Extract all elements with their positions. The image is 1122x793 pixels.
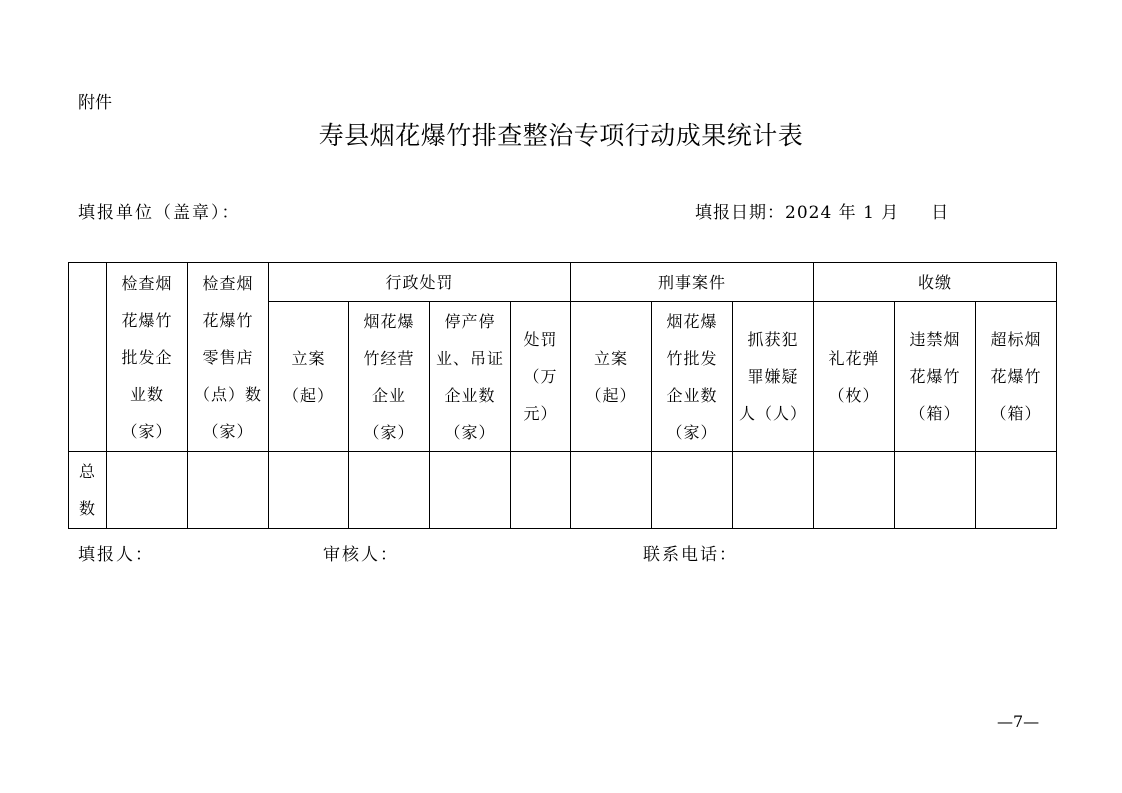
header-group-criminal-cases: 刑事案件	[571, 263, 814, 302]
total-cell[interactable]	[107, 452, 188, 529]
filler-label: 填报人：	[78, 545, 154, 565]
total-cell[interactable]	[976, 452, 1057, 529]
header-check-retail: 检查烟 花爆竹 零售店 （点）数 （家）	[188, 263, 269, 452]
statistics-table	[68, 262, 1057, 529]
total-cell[interactable]	[430, 452, 511, 529]
header-admin-business: 烟花爆 竹经营 企业 （家）	[349, 302, 430, 452]
header-group-confiscation: 收缴	[814, 263, 1057, 302]
corner-cell	[69, 263, 107, 452]
total-cell[interactable]	[571, 452, 652, 529]
total-cell[interactable]	[269, 452, 349, 529]
total-cell[interactable]	[188, 452, 269, 529]
attachment-label: 附件	[78, 93, 112, 113]
total-cell[interactable]	[814, 452, 895, 529]
page-number: —7—	[997, 712, 1040, 731]
header-confiscate-overstandard: 超标烟 花爆竹 （箱）	[976, 302, 1057, 452]
header-group-admin-penalty: 行政处罚	[269, 263, 571, 302]
header-criminal-wholesale: 烟花爆 竹批发 企业数 （家）	[652, 302, 733, 452]
total-cell[interactable]	[349, 452, 430, 529]
total-cell[interactable]	[733, 452, 814, 529]
reviewer-label: 审核人：	[323, 545, 399, 565]
header-confiscate-shells: 礼花弹 （枚）	[814, 302, 895, 452]
total-cell[interactable]	[652, 452, 733, 529]
header-criminal-cases: 立案 （起）	[571, 302, 652, 452]
fill-date-label: 填报日期：2024 年 1 月 日	[695, 203, 950, 223]
total-label: 总 数	[69, 452, 107, 529]
table-row	[69, 452, 1057, 529]
total-cell[interactable]	[511, 452, 571, 529]
header-admin-suspend: 停产停 业、吊证 企业数 （家）	[430, 302, 511, 452]
header-criminal-suspects: 抓获犯 罪嫌疑 人（人）	[733, 302, 814, 452]
total-cell[interactable]	[895, 452, 976, 529]
header-confiscate-banned: 违禁烟 花爆竹 （箱）	[895, 302, 976, 452]
fill-unit-label: 填报单位（盖章）：	[78, 203, 241, 223]
page-title: 寿县烟花爆竹排查整治专项行动成果统计表	[318, 121, 804, 150]
header-admin-cases: 立案 （起）	[269, 302, 349, 452]
header-admin-fine: 处罚 （万 元）	[511, 302, 571, 452]
header-check-wholesale: 检查烟 花爆竹 批发企 业数 （家）	[107, 263, 188, 452]
phone-label: 联系电话：	[643, 545, 738, 565]
